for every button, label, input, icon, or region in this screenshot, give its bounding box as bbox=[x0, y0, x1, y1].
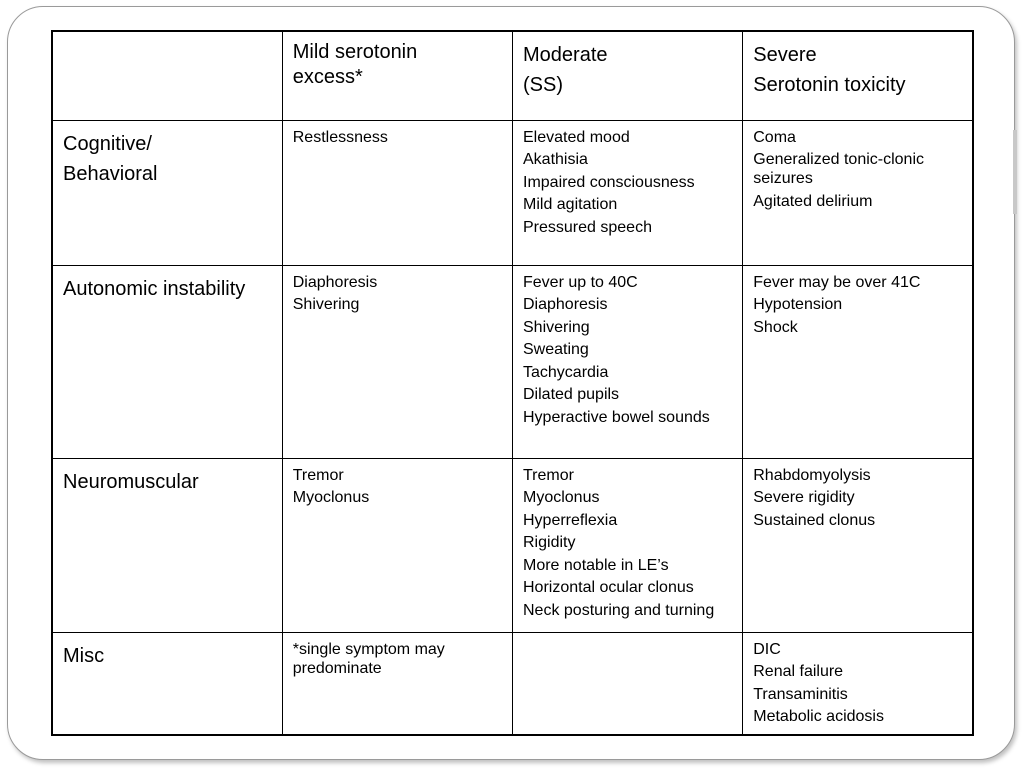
symptom-item: Impaired consciousness bbox=[523, 173, 695, 191]
header-mild-line: Mild serotonin bbox=[292, 41, 418, 63]
symptom-item: Sustained clonus bbox=[753, 511, 876, 529]
severe-cell bbox=[743, 265, 973, 458]
frame-scroll-mark bbox=[1013, 130, 1017, 214]
header-severe-line: Serotonin toxicity bbox=[753, 74, 906, 96]
symptom-item: Rigidity bbox=[523, 534, 576, 551]
symptom-item: Tremor bbox=[523, 466, 574, 484]
symptom-item: Neck posturing and turning bbox=[523, 601, 715, 619]
symptom-item: More notable in LE’s bbox=[523, 556, 669, 574]
row-cognitive bbox=[52, 120, 973, 265]
symptom-item: Rhabdomyolysis bbox=[753, 466, 871, 484]
header-corner-cell bbox=[52, 31, 282, 120]
row-label-cell bbox=[52, 458, 282, 632]
symptom-item: Agitated delirium bbox=[753, 192, 873, 210]
symptom-item: Metabolic acidosis bbox=[753, 708, 884, 725]
symptom-item: Diaphoresis bbox=[523, 296, 608, 313]
symptom-item: Tachycardia bbox=[523, 363, 609, 381]
symptom-item: *single symptom may predominate bbox=[292, 640, 445, 677]
row-misc bbox=[52, 632, 973, 735]
symptom-item: Severe rigidity bbox=[753, 489, 855, 506]
symptom-item: Myoclonus bbox=[292, 489, 370, 506]
row-label-line: Autonomic instability bbox=[63, 277, 246, 300]
mild-cell bbox=[282, 458, 512, 632]
row-neuromuscular bbox=[52, 458, 973, 632]
row-autonomic bbox=[52, 265, 973, 458]
symptom-item: Restlessness bbox=[292, 128, 388, 146]
mild-cell bbox=[282, 632, 512, 735]
symptom-item: Shock bbox=[753, 318, 798, 336]
symptom-item: Fever may be over 41C bbox=[753, 273, 921, 291]
symptom-item: Hyperreflexia bbox=[523, 511, 618, 529]
header-severe bbox=[743, 31, 973, 120]
header-moderate-line: (SS) bbox=[523, 74, 563, 96]
symptom-item: Renal failure bbox=[753, 663, 844, 680]
severe-cell bbox=[743, 458, 973, 632]
symptom-item: Sweating bbox=[523, 341, 589, 358]
header-moderate-line: Moderate bbox=[523, 44, 608, 66]
symptom-item: Generalized tonic-clonic seizures bbox=[753, 151, 924, 187]
symptom-item: Myoclonus bbox=[523, 489, 600, 506]
symptom-item: Hypotension bbox=[753, 296, 843, 313]
symptom-item: Pressured speech bbox=[523, 218, 652, 236]
moderate-cell bbox=[513, 120, 743, 265]
symptom-item: Dilated pupils bbox=[523, 386, 620, 403]
symptom-item: Hyperactive bowel sounds bbox=[523, 408, 710, 426]
row-label-line: Neuromuscular bbox=[63, 470, 199, 493]
header-mild bbox=[282, 31, 512, 120]
moderate-cell bbox=[513, 458, 743, 632]
symptom-item: DIC bbox=[753, 640, 781, 658]
symptom-item: Coma bbox=[753, 128, 796, 146]
symptom-item: Elevated mood bbox=[523, 128, 630, 146]
symptom-item: Transaminitis bbox=[753, 685, 848, 703]
symptom-item: Shivering bbox=[292, 296, 360, 313]
header-severe-line: Severe bbox=[753, 44, 817, 66]
header-row bbox=[52, 31, 973, 120]
symptom-item: Tremor bbox=[292, 466, 344, 484]
mild-cell bbox=[282, 120, 512, 265]
row-label-line: Behavioral bbox=[63, 162, 158, 185]
row-label-cell bbox=[52, 120, 282, 265]
symptom-item: Akathisia bbox=[523, 151, 588, 168]
serotonin-table bbox=[51, 30, 974, 736]
symptom-item: Fever up to 40C bbox=[523, 273, 638, 291]
row-label-line: Misc bbox=[63, 644, 105, 667]
severe-cell bbox=[743, 120, 973, 265]
row-label-cell bbox=[52, 632, 282, 735]
severe-cell bbox=[743, 632, 973, 735]
symptom-item: Horizontal ocular clonus bbox=[523, 579, 694, 596]
symptom-item: Shivering bbox=[523, 318, 590, 336]
symptom-item: Mild agitation bbox=[523, 196, 618, 213]
row-label-cell bbox=[52, 265, 282, 458]
row-label-line: Cognitive/ bbox=[63, 132, 152, 155]
header-moderate bbox=[513, 31, 743, 120]
moderate-cell bbox=[513, 632, 743, 735]
header-mild-line: excess* bbox=[292, 66, 363, 88]
moderate-cell bbox=[513, 265, 743, 458]
mild-cell bbox=[282, 265, 512, 458]
symptom-item: Diaphoresis bbox=[292, 273, 378, 291]
